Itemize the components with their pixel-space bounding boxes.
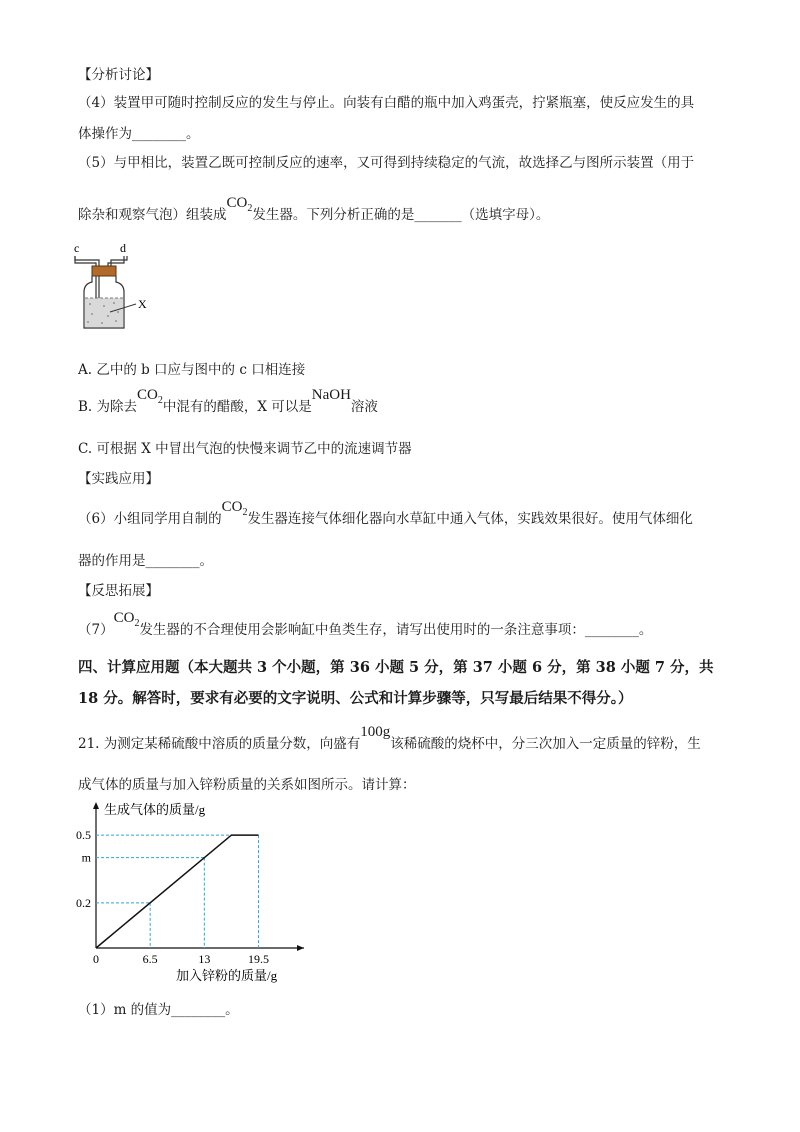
liquid-x [85, 298, 123, 327]
gas-vs-zinc-chart [60, 800, 320, 985]
y-tick-label: 0.5 [76, 828, 91, 843]
section-practice: 【实践应用】 [78, 471, 159, 487]
series-line-0 [96, 835, 259, 948]
option-a: A. 乙中的 b 口应与图中的 c 口相连接 [78, 362, 306, 378]
co-text: CO [137, 387, 158, 403]
sub-2: 2 [157, 395, 163, 406]
gas-washing-bottle-figure [70, 240, 160, 332]
co-text: CO [226, 195, 248, 211]
x-tick-label: 6.5 [142, 952, 158, 966]
q5-line2-pre: 除杂和观察气泡）组装成 [78, 207, 227, 223]
q7-pre: （7） [78, 622, 114, 638]
q6-line1 [78, 499, 693, 534]
x-tick-label: 19.5 [248, 952, 269, 966]
co-text: CO [221, 499, 243, 515]
q7-line [78, 610, 653, 645]
option-b-mid: 中混有的醋酸，X 可以是 [162, 399, 312, 415]
chart-labels [76, 802, 278, 983]
mass-100g: 100g [360, 724, 391, 740]
co2-formula [226, 195, 253, 214]
co2-formula [221, 499, 248, 518]
chart-guides [96, 835, 259, 948]
x-tick-label: 0 [93, 952, 99, 966]
x-axis-title: 加入锌粉的质量/g [176, 968, 278, 983]
q4-line1: （4）装置甲可随时控制反应的发生与停止。向装有白醋的瓶中加入鸡蛋壳，拧紧瓶塞，使反应发生的具 [78, 95, 695, 111]
chart-series [96, 835, 259, 948]
q21-line2: 成气体的质量与加入锌粉质量的关系如图所示。请计算： [78, 777, 416, 793]
section-reflection: 【反思拓展】 [78, 583, 159, 599]
rubber-stopper [92, 266, 116, 276]
option-b-post: 溶液 [350, 399, 378, 415]
label-c: c [74, 241, 80, 255]
q5-line2 [78, 195, 550, 230]
co2-formula [137, 387, 163, 406]
option-b-pre: B. 为除去 [78, 399, 138, 415]
y-axis-arrow [93, 802, 99, 809]
q21-part1: （1）m 的值为________。 [78, 1002, 239, 1018]
co-text: CO [113, 610, 135, 626]
q21-line1 [78, 724, 701, 753]
q7-post: 发生器的不合理使用会影响缸中鱼类生存，请写出使用时的一条注意事项：________。 [139, 622, 653, 638]
sub-2: 2 [247, 203, 253, 214]
y-tick-label: m [81, 850, 91, 865]
y-tick-label: 0.2 [76, 895, 91, 910]
label-d: d [120, 241, 126, 255]
part4-heading-line1: 四、计算应用题（本大题共 3 个小题，第 36 小题 5 分，第 37 小题 6 分，第 38 小题 7 分，共 [78, 659, 714, 676]
co2-formula [113, 610, 140, 629]
x-tick-label: 13 [198, 952, 211, 966]
part4-heading-line2: 18 分。解答时，要求有必要的文字说明、公式和计算步骤等，只写最后结果不得分。） [78, 690, 633, 707]
sub-2: 2 [134, 618, 140, 629]
label-x: X [138, 297, 147, 311]
q21-pre: 21. 为测定某稀硫酸中溶质的质量分数，向盛有 [78, 736, 361, 752]
q6-line2: 器的作用是________。 [78, 553, 213, 569]
q4-line2: 体操作为________。 [78, 126, 200, 142]
y-axis-title: 生成气体的质量/g [104, 802, 206, 817]
option-c: C. 可根据 X 中冒出气泡的快慢来调节乙中的流速调节器 [78, 441, 412, 457]
q6-post: 发生器连接气体细化器向水草缸中通入气体，实践效果很好。使用气体细化 [247, 511, 693, 527]
sub-2: 2 [242, 507, 248, 518]
q21-post: 该稀硫酸的烧杯中，分三次加入一定质量的锌粉，生 [390, 736, 701, 752]
q5-line2-post: 发生器。下列分析正确的是_______（选填字母）。 [252, 207, 550, 223]
q5-line1: （5）与甲相比，装置乙既可控制反应的速率，又可得到持续稳定的气流，故选择乙与图所示装置（用于 [78, 155, 695, 171]
section-analysis: 【分析讨论】 [78, 67, 159, 83]
naoh-formula: NaOH [311, 387, 351, 403]
chart-axes [93, 802, 304, 951]
q6-pre: （6）小组同学用自制的 [78, 511, 222, 527]
option-b [78, 387, 378, 422]
x-axis-arrow [297, 945, 304, 951]
